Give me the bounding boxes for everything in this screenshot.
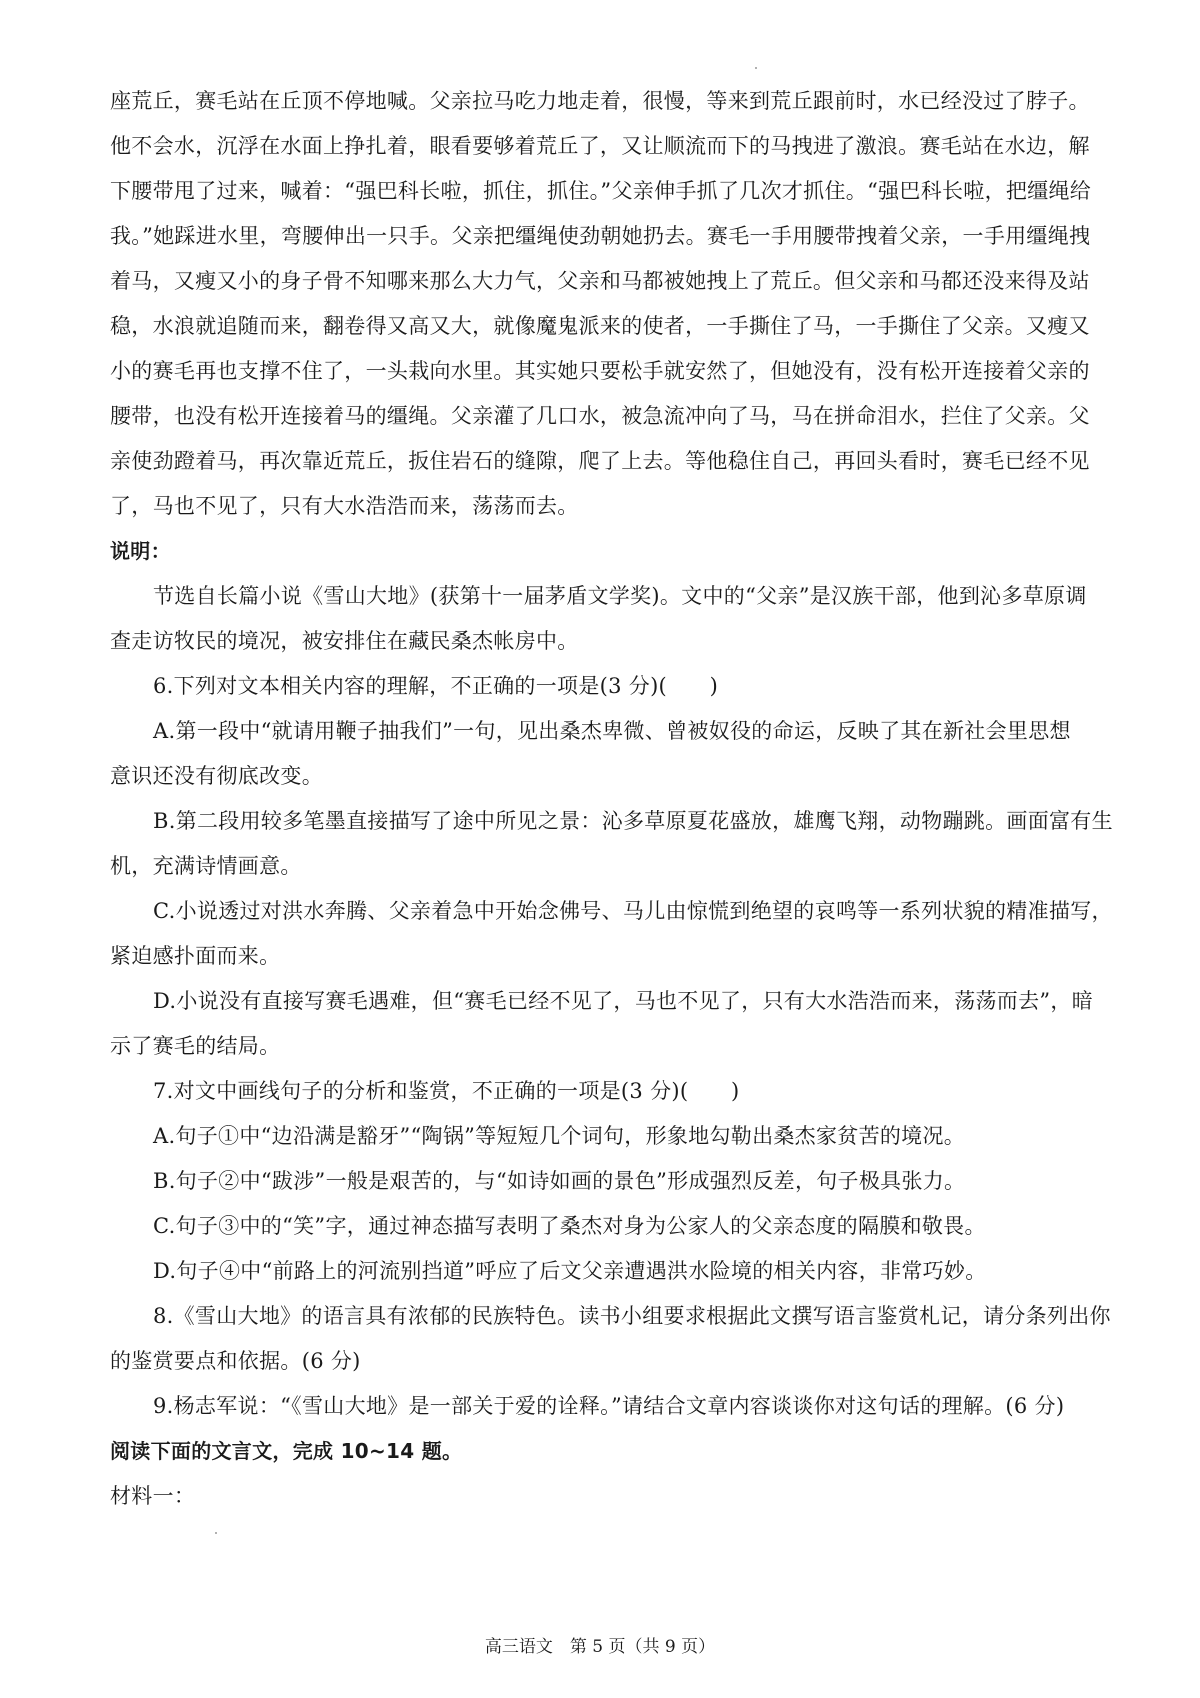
- option-7b: B.句子②中“跋涉”一般是艰苦的，与“如诗如画的景色”形成强烈反差，句子极具张力。: [153, 1169, 966, 1193]
- question-8-cont: 的鉴赏要点和依据。(6 分): [110, 1349, 361, 1373]
- page-footer: 高三语文 第 5 页（共 9 页）: [484, 1637, 716, 1657]
- passage-line: 着马，又瘦又小的身子骨不知哪来那么大力气，父亲和马都被她拽上了荒丘。但父亲和马都还没来得及站: [110, 269, 1090, 293]
- passage-line: 我。”她踩进水里，弯腰伸出一只手。父亲把缰绳使劲朝她扔去。赛毛一手用腰带拽着父亲，一手用缰绳拽: [110, 224, 1091, 248]
- passage-line: 他不会水，沉浮在水面上挣扎着，眼看要够着荒丘了，又让顺流而下的马拽进了激浪。赛毛站在水边，解: [110, 134, 1090, 158]
- passage-line: 腰带，也没有松开连接着马的缰绳。父亲灌了几口水，被急流冲向了马，马在拼命泪水，拦住了父亲。父: [110, 404, 1090, 428]
- scan-speck: [215, 1532, 217, 1534]
- option-6d: D.小说没有直接写赛毛遇难，但“赛毛已经不见了，马也不见了，只有大水浩浩而来，荡荡而去”，暗: [153, 989, 1094, 1013]
- option-6a: A.第一段中“就请用鞭子抽我们”一句，见出桑杰卑微、曾被奴役的命运，反映了其在新社会里思想: [153, 719, 1071, 743]
- option-6b: B.第二段用较多笔墨直接描写了途中所见之景：沁多草原夏花盛放，雄鹰飞翔，动物蹦跳。画面富有生: [153, 809, 1113, 833]
- passage-line: 小的赛毛再也支撑不住了，一头栽向水里。其实她只要松手就安然了，但她没有，没有松开连接着父亲的: [110, 359, 1090, 383]
- option-6c-cont: 紧迫感扑面而来。: [110, 944, 281, 968]
- material-label: 材料一：: [110, 1484, 196, 1508]
- section-heading: 阅读下面的文言文，完成 10~14 题。: [110, 1439, 463, 1463]
- question-7: 7.对文中画线句子的分析和鉴赏，不正确的一项是(3 分)( ): [153, 1079, 740, 1103]
- option-6b-cont: 机，充满诗情画意。: [110, 854, 302, 878]
- passage-line: 稳，水浪就追随而来，翻卷得又高又大，就像魔鬼派来的使者，一手撕住了马，一手撕住了父亲。又瘦又: [110, 314, 1090, 338]
- option-7c: C.句子③中的“笑”字，通过神态描写表明了桑杰对身为公家人的父亲态度的隔膜和敬畏。: [153, 1214, 986, 1238]
- passage-line: 了，马也不见了，只有大水浩浩而来，荡荡而去。: [110, 494, 579, 518]
- question-6: 6.下列对文本相关内容的理解，不正确的一项是(3 分)( ): [153, 674, 719, 698]
- question-9: 9.杨志军说：“《雪山大地》是一部关于爱的诠释。”请结合文章内容谈谈你对这句话的理解。(6 分): [153, 1394, 1065, 1418]
- note-heading: 说明：: [110, 539, 171, 563]
- passage-line: 下腰带甩了过来，喊着：“强巴科长啦，抓住，抓住。”父亲伸手抓了几次才抓住。“强巴科长啦，把缰绳给: [110, 179, 1092, 203]
- option-7d: D.句子④中“前路上的河流别挡道”呼应了后文父亲遭遇洪水险境的相关内容，非常巧妙。: [153, 1259, 987, 1283]
- scan-speck: [755, 67, 757, 69]
- question-8: 8.《雪山大地》的语言具有浓郁的民族特色。读书小组要求根据此文撰写语言鉴赏札记，请分条列出你: [153, 1304, 1111, 1328]
- passage-line: 亲使劲蹬着马，再次靠近荒丘，扳住岩石的缝隙，爬了上去。等他稳住自己，再回头看时，赛毛已经不见: [110, 449, 1090, 473]
- option-6c: C.小说透过对洪水奔腾、父亲着急中开始念佛号、马儿由惊慌到绝望的哀鸣等一系列状貌的精准描写，: [153, 899, 1113, 923]
- passage-line: 座荒丘，赛毛站在丘顶不停地喊。父亲拉马吃力地走着，很慢，等来到荒丘跟前时，水已经没过了脖子。: [110, 89, 1090, 113]
- note-text: 节选自长篇小说《雪山大地》(获第十一届茅盾文学奖)。文中的“父亲”是汉族干部，他到沁多草原调: [153, 584, 1087, 608]
- option-6a-cont: 意识还没有彻底改变。: [110, 764, 323, 788]
- option-7a: A.句子①中“边沿满是豁牙”“陶锅”等短短几个词句，形象地勾勒出桑杰家贫苦的境况。: [153, 1124, 966, 1148]
- option-6d-cont: 示了赛毛的结局。: [110, 1034, 281, 1058]
- note-text: 查走访牧民的境况，被安排住在藏民桑杰帐房中。: [110, 629, 579, 653]
